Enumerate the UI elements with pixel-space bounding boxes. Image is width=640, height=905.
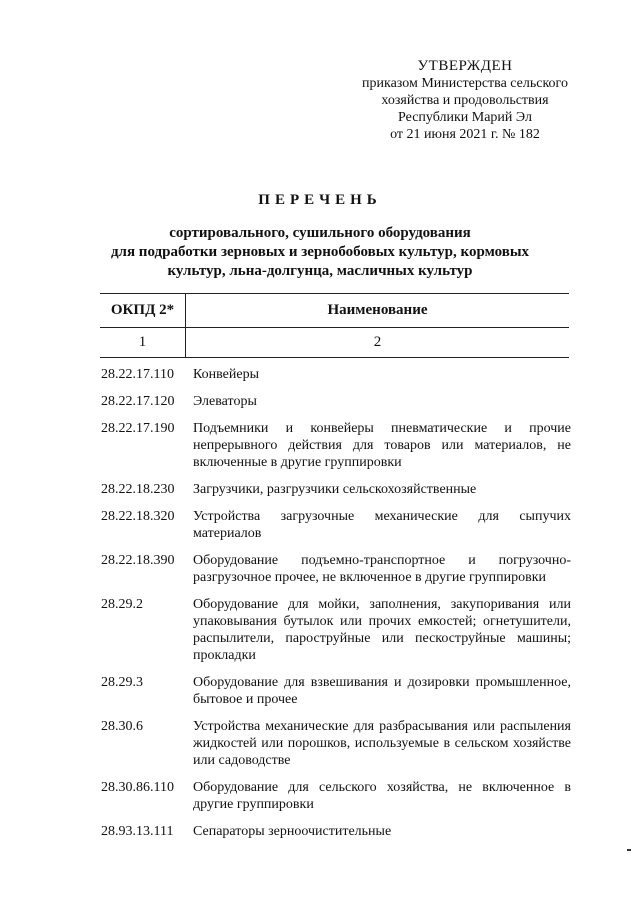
table-row — [101, 779, 571, 813]
equipment-name: Загрузчики, разгрузчики сельскохозяйственные — [193, 482, 477, 497]
table-row — [101, 420, 571, 471]
table-header — [100, 293, 569, 358]
table-row — [101, 823, 571, 840]
approval-block — [340, 58, 590, 143]
equipment-name: Оборудование для взвешивания и дозировки промышленное, бытовое и прочее — [193, 675, 571, 707]
scan-mark — [627, 849, 631, 851]
okpd-code: 28.22.18.230 — [101, 482, 175, 497]
subtitle-line: сортировального, сушильного оборудования — [169, 225, 471, 241]
table-row — [101, 481, 571, 498]
header-code: ОКПД 2* — [100, 294, 186, 328]
table-row — [101, 508, 571, 542]
subtitle-line: культур, льна-долгунца, масличных культур — [167, 263, 473, 279]
table-row — [101, 718, 571, 769]
document-title: ПЕРЕЧЕНЬ — [258, 192, 382, 208]
equipment-name: Элеваторы — [193, 394, 257, 409]
okpd-code: 28.22.17.120 — [101, 394, 175, 409]
column-number-2: 2 — [186, 328, 570, 358]
header-row — [100, 294, 569, 328]
equipment-name: Подъемники и конвейеры пневматические и прочие непрерывного действия для товаров или материалов, не включенные в другие группировки — [193, 421, 571, 470]
approval-date: от 21 июня 2021 г. № 182 — [390, 127, 540, 142]
okpd-code: 28.29.3 — [101, 675, 143, 690]
equipment-name: Оборудование для мойки, заполнения, закупоривания или упаковывания бутылок или прочих емкостей; огнетушители, распылители, пароструйные или пескоструйные машины; прокладки — [193, 597, 571, 663]
equipment-name: Устройства загрузочные механические для сыпучих материалов — [193, 509, 571, 541]
okpd-code: 28.29.2 — [101, 597, 143, 612]
okpd-code: 28.93.13.111 — [101, 824, 174, 839]
document-subtitle — [100, 224, 540, 281]
equipment-name: Оборудование для сельского хозяйства, не включенное в другие группировки — [193, 780, 571, 812]
okpd-code: 28.22.18.320 — [101, 509, 175, 524]
table-row — [101, 366, 571, 383]
header-name: Наименование — [186, 294, 570, 328]
okpd-code: 28.30.6 — [101, 719, 143, 734]
okpd-code: 28.30.86.110 — [101, 780, 174, 795]
okpd-code: 28.22.17.110 — [101, 367, 174, 382]
equipment-name: Конвейеры — [193, 367, 259, 382]
table-row — [101, 596, 571, 664]
approval-line: приказом Министерства сельского — [362, 76, 568, 91]
equipment-name: Устройства механические для разбрасывания или распыления жидкостей или порошков, используемые в сельском хозяйстве или садоводстве — [193, 719, 571, 768]
column-number-1: 1 — [100, 328, 186, 358]
approval-title: УТВЕРЖДЕН — [417, 58, 513, 74]
okpd-code: 28.22.18.390 — [101, 553, 175, 568]
approval-line: Республики Марий Эл — [398, 110, 532, 125]
subtitle-line: для подработки зерновых и зернобобовых культур, кормовых — [110, 244, 530, 260]
table-row — [101, 552, 571, 586]
column-number-row — [100, 328, 569, 358]
approval-line: хозяйства и продовольствия — [381, 93, 549, 108]
table-row — [101, 393, 571, 410]
equipment-name: Сепараторы зерноочистительные — [193, 824, 392, 839]
equipment-name: Оборудование подъемно-транспортное и погрузочно-разгрузочное прочее, не включенное в другие группировки — [193, 553, 571, 585]
equipment-list — [101, 366, 571, 850]
okpd-code: 28.22.17.190 — [101, 421, 175, 436]
table-row — [101, 674, 571, 708]
